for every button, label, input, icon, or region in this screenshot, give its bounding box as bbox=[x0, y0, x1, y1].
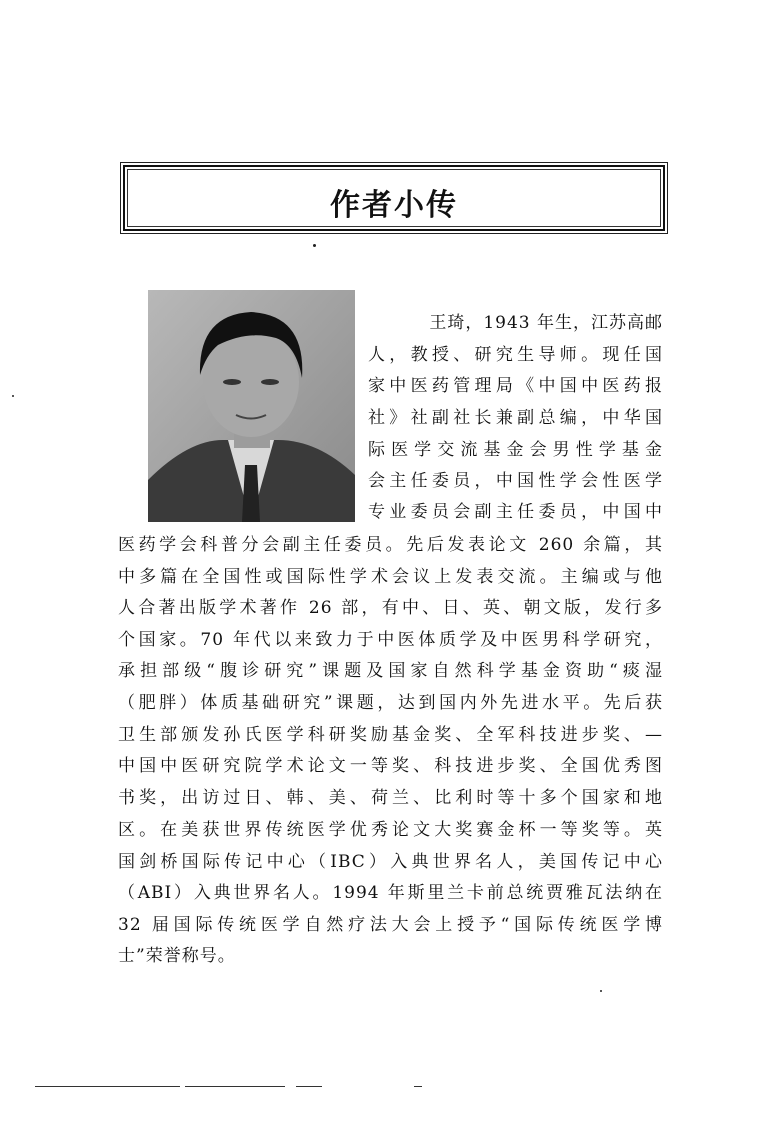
title-box bbox=[123, 165, 665, 231]
footer-rule bbox=[414, 1086, 422, 1087]
body-line: 32 届国际传统医学自然疗法大会上授予“国际传统医学博 bbox=[118, 915, 663, 935]
footer-rule bbox=[185, 1086, 285, 1087]
body-line: （ABI）入典世界名人。1994 年斯里兰卡前总统贾雅瓦法纳在 bbox=[118, 883, 663, 903]
body-line: 人合著出版学术著作 26 部，有中、日、英、朝文版，发行多 bbox=[118, 598, 663, 618]
scan-speck bbox=[600, 990, 602, 992]
body-line: 书奖，出访过日、韩、美、荷兰、比利时等十多个国家和地 bbox=[118, 788, 663, 808]
body-line: 卫生部颁发孙氏医学科研奖励基金奖、全军科技进步奖、— bbox=[118, 725, 663, 745]
body-line: 个国家。70 年代以来致力于中医体质学及中医男科学研究， bbox=[118, 630, 663, 650]
body-line: 中国中医研究院学术论文一等奖、科技进步奖、全国优秀图 bbox=[118, 756, 663, 776]
body-line: 会主任委员，中国性学会性医学 bbox=[368, 471, 663, 491]
body-line: 家中医药管理局《中国中医药报 bbox=[368, 376, 663, 396]
scan-speck bbox=[12, 395, 14, 397]
body-line: 士”荣誉称号。 bbox=[118, 946, 236, 966]
scan-speck bbox=[313, 244, 316, 247]
body-line: 社》社副社长兼副总编，中华国 bbox=[368, 408, 663, 428]
body-line: （肥胖）体质基础研究”课题，达到国内外先进水平。先后获 bbox=[118, 693, 663, 713]
body-line: 区。在美获世界传统医学优秀论文大奖赛金杯一等奖等。英 bbox=[118, 820, 663, 840]
page-title: 作者小传 bbox=[330, 188, 458, 223]
body-line: 中多篇在全国性或国际性学术会议上发表交流。主编或与他 bbox=[118, 567, 663, 587]
body-line: 王琦，1943 年生，江苏高邮 bbox=[429, 313, 663, 333]
body-line: 人，教授、研究生导师。现任国 bbox=[368, 345, 663, 365]
footer-rule bbox=[35, 1086, 180, 1087]
body-line: 国剑桥国际传记中心（IBC）入典世界名人，美国传记中心 bbox=[118, 852, 663, 872]
body-line: 承担部级“腹诊研究”课题及国家自然科学基金资助“痰湿 bbox=[118, 661, 663, 681]
body-line: 际医学交流基金会男性学基金 bbox=[368, 440, 663, 460]
body-line: 医药学会科普分会副主任委员。先后发表论文 260 余篇，其 bbox=[118, 535, 663, 555]
author-photo bbox=[148, 290, 355, 522]
footer-rule bbox=[296, 1086, 322, 1087]
body-line: 专业委员会副主任委员，中国中 bbox=[368, 502, 663, 522]
